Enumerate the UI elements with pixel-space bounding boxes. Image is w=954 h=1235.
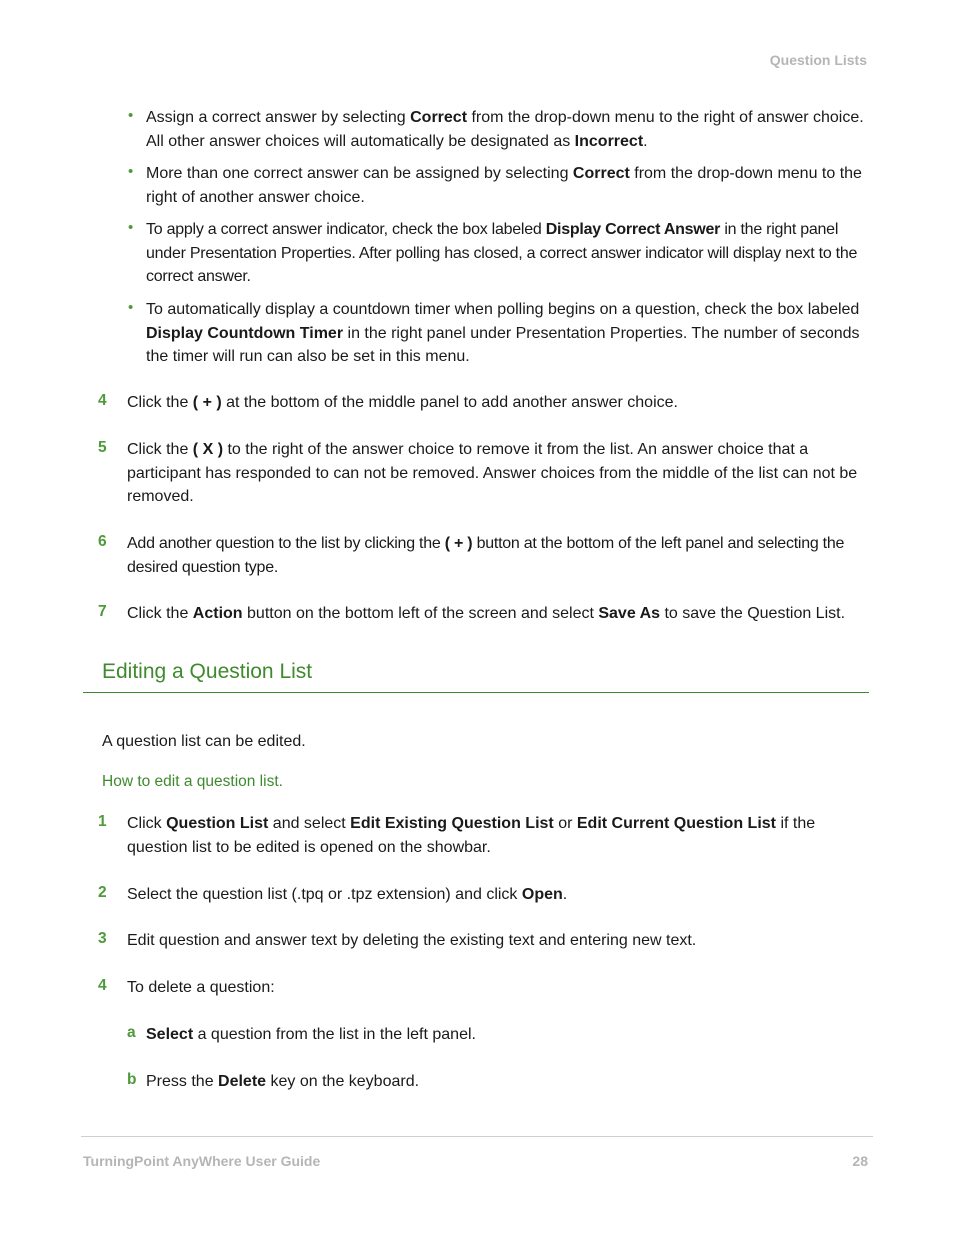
bold-term: Delete [218,1073,267,1090]
step-text [127,532,869,579]
step-text [127,812,869,859]
step-text [127,883,869,907]
text-run: To apply a correct answer indicator, check the box labeled [146,221,546,238]
section-divider [83,692,869,693]
step-text [127,602,869,626]
bold-term: Select [146,1026,194,1043]
bold-term: ( + ) [444,535,473,552]
bullet-text [146,298,868,369]
bold-term: Display Correct Answer [545,221,721,238]
step-number: 4 [98,392,107,409]
bold-term: Question List [166,815,269,832]
bullet-marker: • [128,299,134,316]
bullet-text [146,218,868,289]
text-run: key on the keyboard. [266,1073,420,1090]
step-number: 4 [98,977,107,994]
page-number: 28 [852,1153,868,1169]
bold-term: ( X ) [192,441,224,458]
text-run: Edit question and answer text by deleting the existing text and entering new text. [127,932,697,949]
bold-term: Action [192,605,243,622]
bullet-marker: • [128,219,134,236]
text-run: . [643,132,648,150]
text-run: a question from the list in the left panel. [193,1026,476,1043]
text-run: . [562,886,568,903]
text-run: To automatically display a countdown timer when polling begins on a question, check the box labeled [146,301,860,318]
text-run: at the bottom of the middle panel to add another answer choice. [221,394,678,411]
text-run: button at the bottom of the left panel and selecting the desired question type. [127,535,845,576]
bold-term: Edit Existing Question List [350,815,554,832]
step-text [127,391,869,415]
bullet-text [146,162,868,209]
text-run: Assign a correct answer by selecting [146,109,411,126]
text-run: Select the question list (.tpq or .tpz extension) and click [127,886,522,903]
text-run: Click the [127,441,193,458]
bold-term: ( + ) [192,394,222,411]
text-run: Press the [146,1073,219,1090]
text-run: in the right panel under Presentation Properties. After polling has closed, a correct answer indicator will display next to the correct answer. [146,221,858,286]
text-run: from the drop-down menu to the right of another answer choice. [146,165,862,206]
step-text [127,929,869,953]
text-run: Click [127,815,167,832]
bold-term: Correct [410,109,468,126]
text-run: or [553,815,577,832]
text-run: to save the Question List. [660,605,846,622]
footer-guide-title: TurningPoint AnyWhere User Guide [83,1153,321,1169]
step-number: 7 [98,603,107,620]
text-run: To delete a question: [127,979,275,996]
text-run: Click the [127,394,193,411]
text-run: and select [268,815,351,832]
step-number: 5 [98,439,107,456]
substep-text [146,1070,866,1094]
section-title: Editing a Question List [102,660,313,683]
text-run: if the question list to be edited is opened on the showbar. [127,815,816,856]
procedure-heading: How to edit a question list. [102,773,283,790]
bold-term: Edit Current Question List [576,815,776,832]
step-number: 2 [98,884,107,901]
text-run: Add another question to the list by clicking the [127,535,445,552]
bold-term: Incorrect [574,132,644,150]
text-run: Click the [127,605,193,622]
step-number: 1 [98,813,107,830]
bold-term: Correct [572,165,630,182]
substep-text [146,1023,866,1047]
substep-letter: a [127,1024,136,1041]
bullet-marker: • [128,107,134,124]
bullet-marker: • [128,163,134,180]
text-run: in the right panel under Presentation Properties. The number of seconds the timer will run can also be set in this menu. [146,324,860,366]
text-run: button on the bottom left of the screen and select [242,605,599,622]
bold-term: Open [521,886,563,903]
section-intro: A question list can be edited. [102,733,306,750]
bold-term: Display Countdown Timer [146,324,344,342]
step-text [127,438,869,509]
text-run: from the drop-down menu to the right of answer choice. All other answer choices will automatically be designated as [146,109,864,150]
step-number: 3 [98,930,107,947]
bullet-text [146,106,868,153]
running-header: Question Lists [769,52,867,68]
text-run: to the right of the answer choice to remove it from the list. An answer choice that a participant has responded to can not be removed. Answer choices from the middle of the list can not be removed. [127,441,858,506]
text-run: More than one correct answer can be assigned by selecting [146,165,573,182]
substep-letter: b [127,1071,137,1088]
footer-divider [81,1136,873,1137]
step-text [127,976,869,1000]
step-number: 6 [98,533,107,550]
bold-term: Save As [598,605,661,622]
